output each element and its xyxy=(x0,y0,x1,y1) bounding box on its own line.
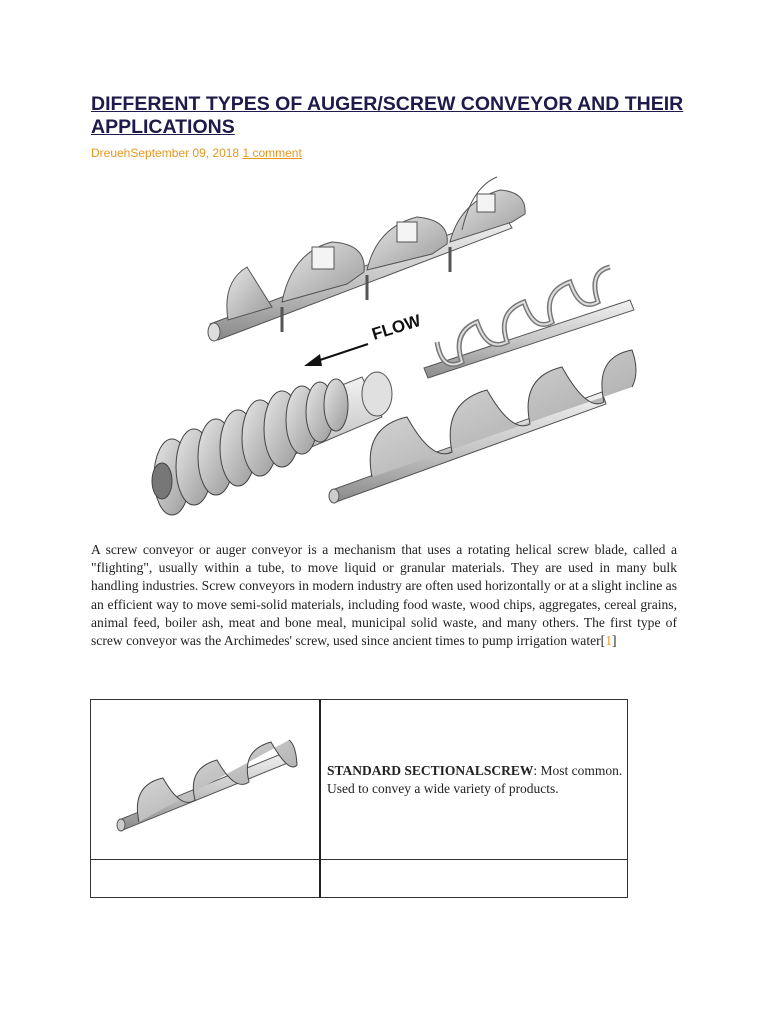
post-date: September 09, 2018 xyxy=(130,146,240,160)
ribbon-screw xyxy=(424,267,634,378)
post-meta xyxy=(91,146,302,160)
intro-paragraph xyxy=(91,541,677,650)
table-description-cell xyxy=(320,700,628,860)
screw-type-description: : Most common. Used to convey a wide variety of products. xyxy=(327,762,623,796)
table-description-cell xyxy=(320,860,628,898)
table-image-cell xyxy=(91,860,321,898)
standard-sectional-screw-image xyxy=(91,700,319,854)
table-row xyxy=(91,860,628,898)
table-row xyxy=(91,700,628,860)
intro-text: A screw conveyor or auger conveyor is a mechanism that uses a rotating helical screw blade, called a "flighting", usually within a tube, to move liquid or granular materials. They are used in many bulk handling industries. Screw conveyors in modern industry are often used horizontally or at a slight incline as an efficient way to move semi-solid materials, including food waste, wood chips, aggregates, cereal grains, animal feed, boiler ash, meat and bone meal, municipal solid waste, and many others. The first type of screw conveyor was the Archimedes' screw, used since ancient times to pump irrigation water[ xyxy=(91,542,677,649)
screw-conveyor-illustration xyxy=(132,172,692,520)
flow-label: FLOW xyxy=(369,311,424,344)
author-link[interactable]: Dreueh xyxy=(91,146,131,160)
screw-type-name: STANDARD SECTIONALSCREW xyxy=(327,762,534,778)
comments-link[interactable]: 1 comment xyxy=(242,146,302,160)
table-image-cell xyxy=(91,700,321,860)
article-title: DIFFERENT TYPES OF AUGER/SCREW CONVEYOR AND THEIR APPLICATIONS xyxy=(91,93,684,138)
paddle-auger xyxy=(208,177,525,341)
footnote-link[interactable]: 1 xyxy=(605,633,612,649)
flow-arrow xyxy=(304,311,424,366)
intro-text-end: ] xyxy=(611,633,617,649)
conveyor-types-table xyxy=(90,699,628,898)
